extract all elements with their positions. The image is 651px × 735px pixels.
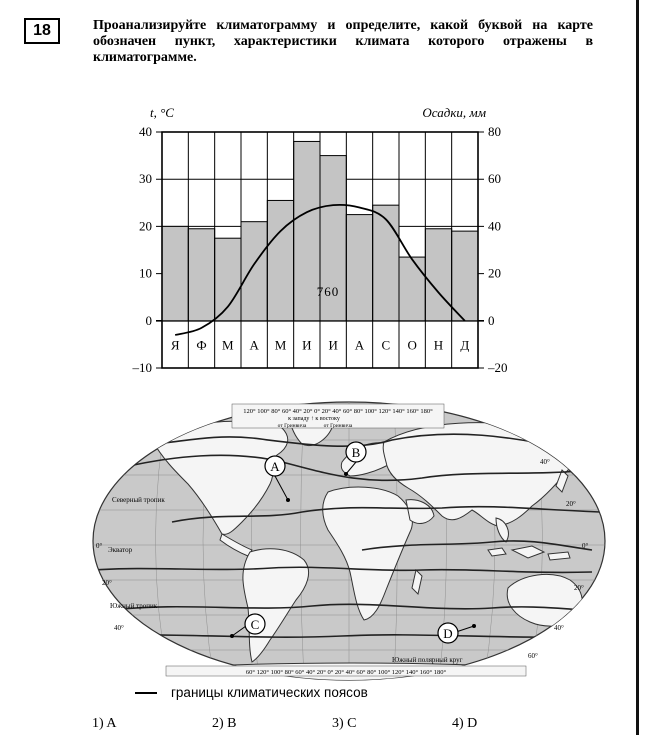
question-text: Проанализируйте климатограмму и определите, какой буквой на карте обозначен пункт, характеристики климата которого отражены в климатограмме. <box>93 18 593 65</box>
left-tick-2: 20 <box>139 218 152 234</box>
left-axis-ticks <box>132 124 153 375</box>
answer-option-3[interactable]: 3) C <box>332 716 357 731</box>
left-tick-5: –10 <box>132 360 152 375</box>
marker-d-label: D <box>443 626 453 641</box>
precip-bar-9 <box>373 205 399 321</box>
lat-right-40n: 40° <box>540 458 550 466</box>
legend-label: границы климатических поясов <box>171 685 368 700</box>
precip-bar-11 <box>425 229 451 321</box>
top-scale-labels: 120° 100° 80° 60° 40° 20° 0° 20° 40° 60° 80° 100° 120° 140° 160° 180° <box>243 408 433 415</box>
lat-right-60s: 60° <box>528 652 538 660</box>
lat-right-40s: 40° <box>554 624 564 632</box>
precip-bar-8 <box>346 215 372 321</box>
answer-option-1[interactable]: 1) A <box>92 716 117 731</box>
top-note-greenwich-east: от Гринвича <box>323 423 353 429</box>
precip-bar-12 <box>452 231 478 321</box>
annual-precipitation-label: 760 <box>316 284 340 299</box>
south-tropic-label: Южный тропик <box>110 602 158 610</box>
month-label-4: А <box>249 337 259 353</box>
lat-right-20s: 20° <box>574 584 584 592</box>
answer-option-2[interactable]: 2) B <box>212 716 237 731</box>
right-tick-5: –20 <box>488 360 508 375</box>
month-label-7: И <box>328 337 338 353</box>
month-label-12: Д <box>460 337 470 353</box>
marker-c-label: C <box>250 617 260 632</box>
lat-left-40: 40° <box>114 624 124 632</box>
month-label-5: М <box>274 337 287 353</box>
climatogram <box>110 96 530 386</box>
month-label-1: Я <box>170 337 180 353</box>
month-label-9: С <box>381 337 391 353</box>
bottom-scale-labels: 60° 120° 100° 80° 60° 40° 20° 0° 20° 40° 60° 80° 100° 120° 140° 160° 180° <box>245 669 447 676</box>
precip-bar-5 <box>267 200 293 320</box>
answer-options <box>92 716 572 732</box>
left-tick-3: 10 <box>139 265 152 281</box>
new-zealand <box>586 620 598 638</box>
month-label-11: Н <box>433 337 444 353</box>
precip-bar-3 <box>215 238 241 321</box>
left-tick-4: 0 <box>145 312 152 328</box>
precip-bar-4 <box>241 222 267 321</box>
month-label-6: И <box>302 337 312 353</box>
map-legend <box>135 685 368 700</box>
top-scale-box <box>232 404 444 429</box>
precip-bar-1 <box>162 226 188 320</box>
right-tick-0: 80 <box>488 124 501 139</box>
left-axis-label: t, °C <box>150 105 174 120</box>
precip-bar-10 <box>399 257 425 321</box>
south-polar-label: Южный полярный круг <box>392 656 463 664</box>
left-tick-1: 30 <box>139 171 152 187</box>
right-tick-2: 40 <box>488 218 501 234</box>
answer-option-4[interactable]: 4) D <box>452 716 478 731</box>
question-number: 18 <box>24 18 60 44</box>
right-tick-4: 0 <box>488 312 495 328</box>
top-note-direction: к западу ↑ к востоку <box>288 416 340 422</box>
marker-b-label: B <box>351 445 361 460</box>
bottom-scale-box <box>166 666 526 676</box>
world-map <box>92 400 607 682</box>
month-label-8: А <box>354 337 365 353</box>
left-tick-0: 40 <box>139 124 152 139</box>
north-tropic-label: Северный тропик <box>112 496 165 504</box>
precip-bar-2 <box>188 229 214 321</box>
month-label-2: Ф <box>196 337 207 353</box>
right-tick-3: 20 <box>488 265 501 281</box>
top-note-greenwich-west: от Гринвича <box>277 423 307 429</box>
legend-line-symbol <box>135 692 157 694</box>
lat-right-20n: 20° <box>566 500 576 508</box>
right-axis-ticks <box>487 124 508 375</box>
page-border-right <box>636 0 639 735</box>
month-label-10: О <box>407 337 417 353</box>
lat-right-0: 0° <box>582 542 589 550</box>
right-axis-label: Осадки, мм <box>422 105 486 120</box>
equator-label: Экватор <box>108 546 133 554</box>
month-label-3: М <box>222 337 234 353</box>
lat-left-20: 20° <box>102 579 112 587</box>
marker-a-label: A <box>270 459 280 474</box>
right-tick-1: 60 <box>488 171 501 187</box>
lat-left-0: 0° <box>96 542 103 550</box>
